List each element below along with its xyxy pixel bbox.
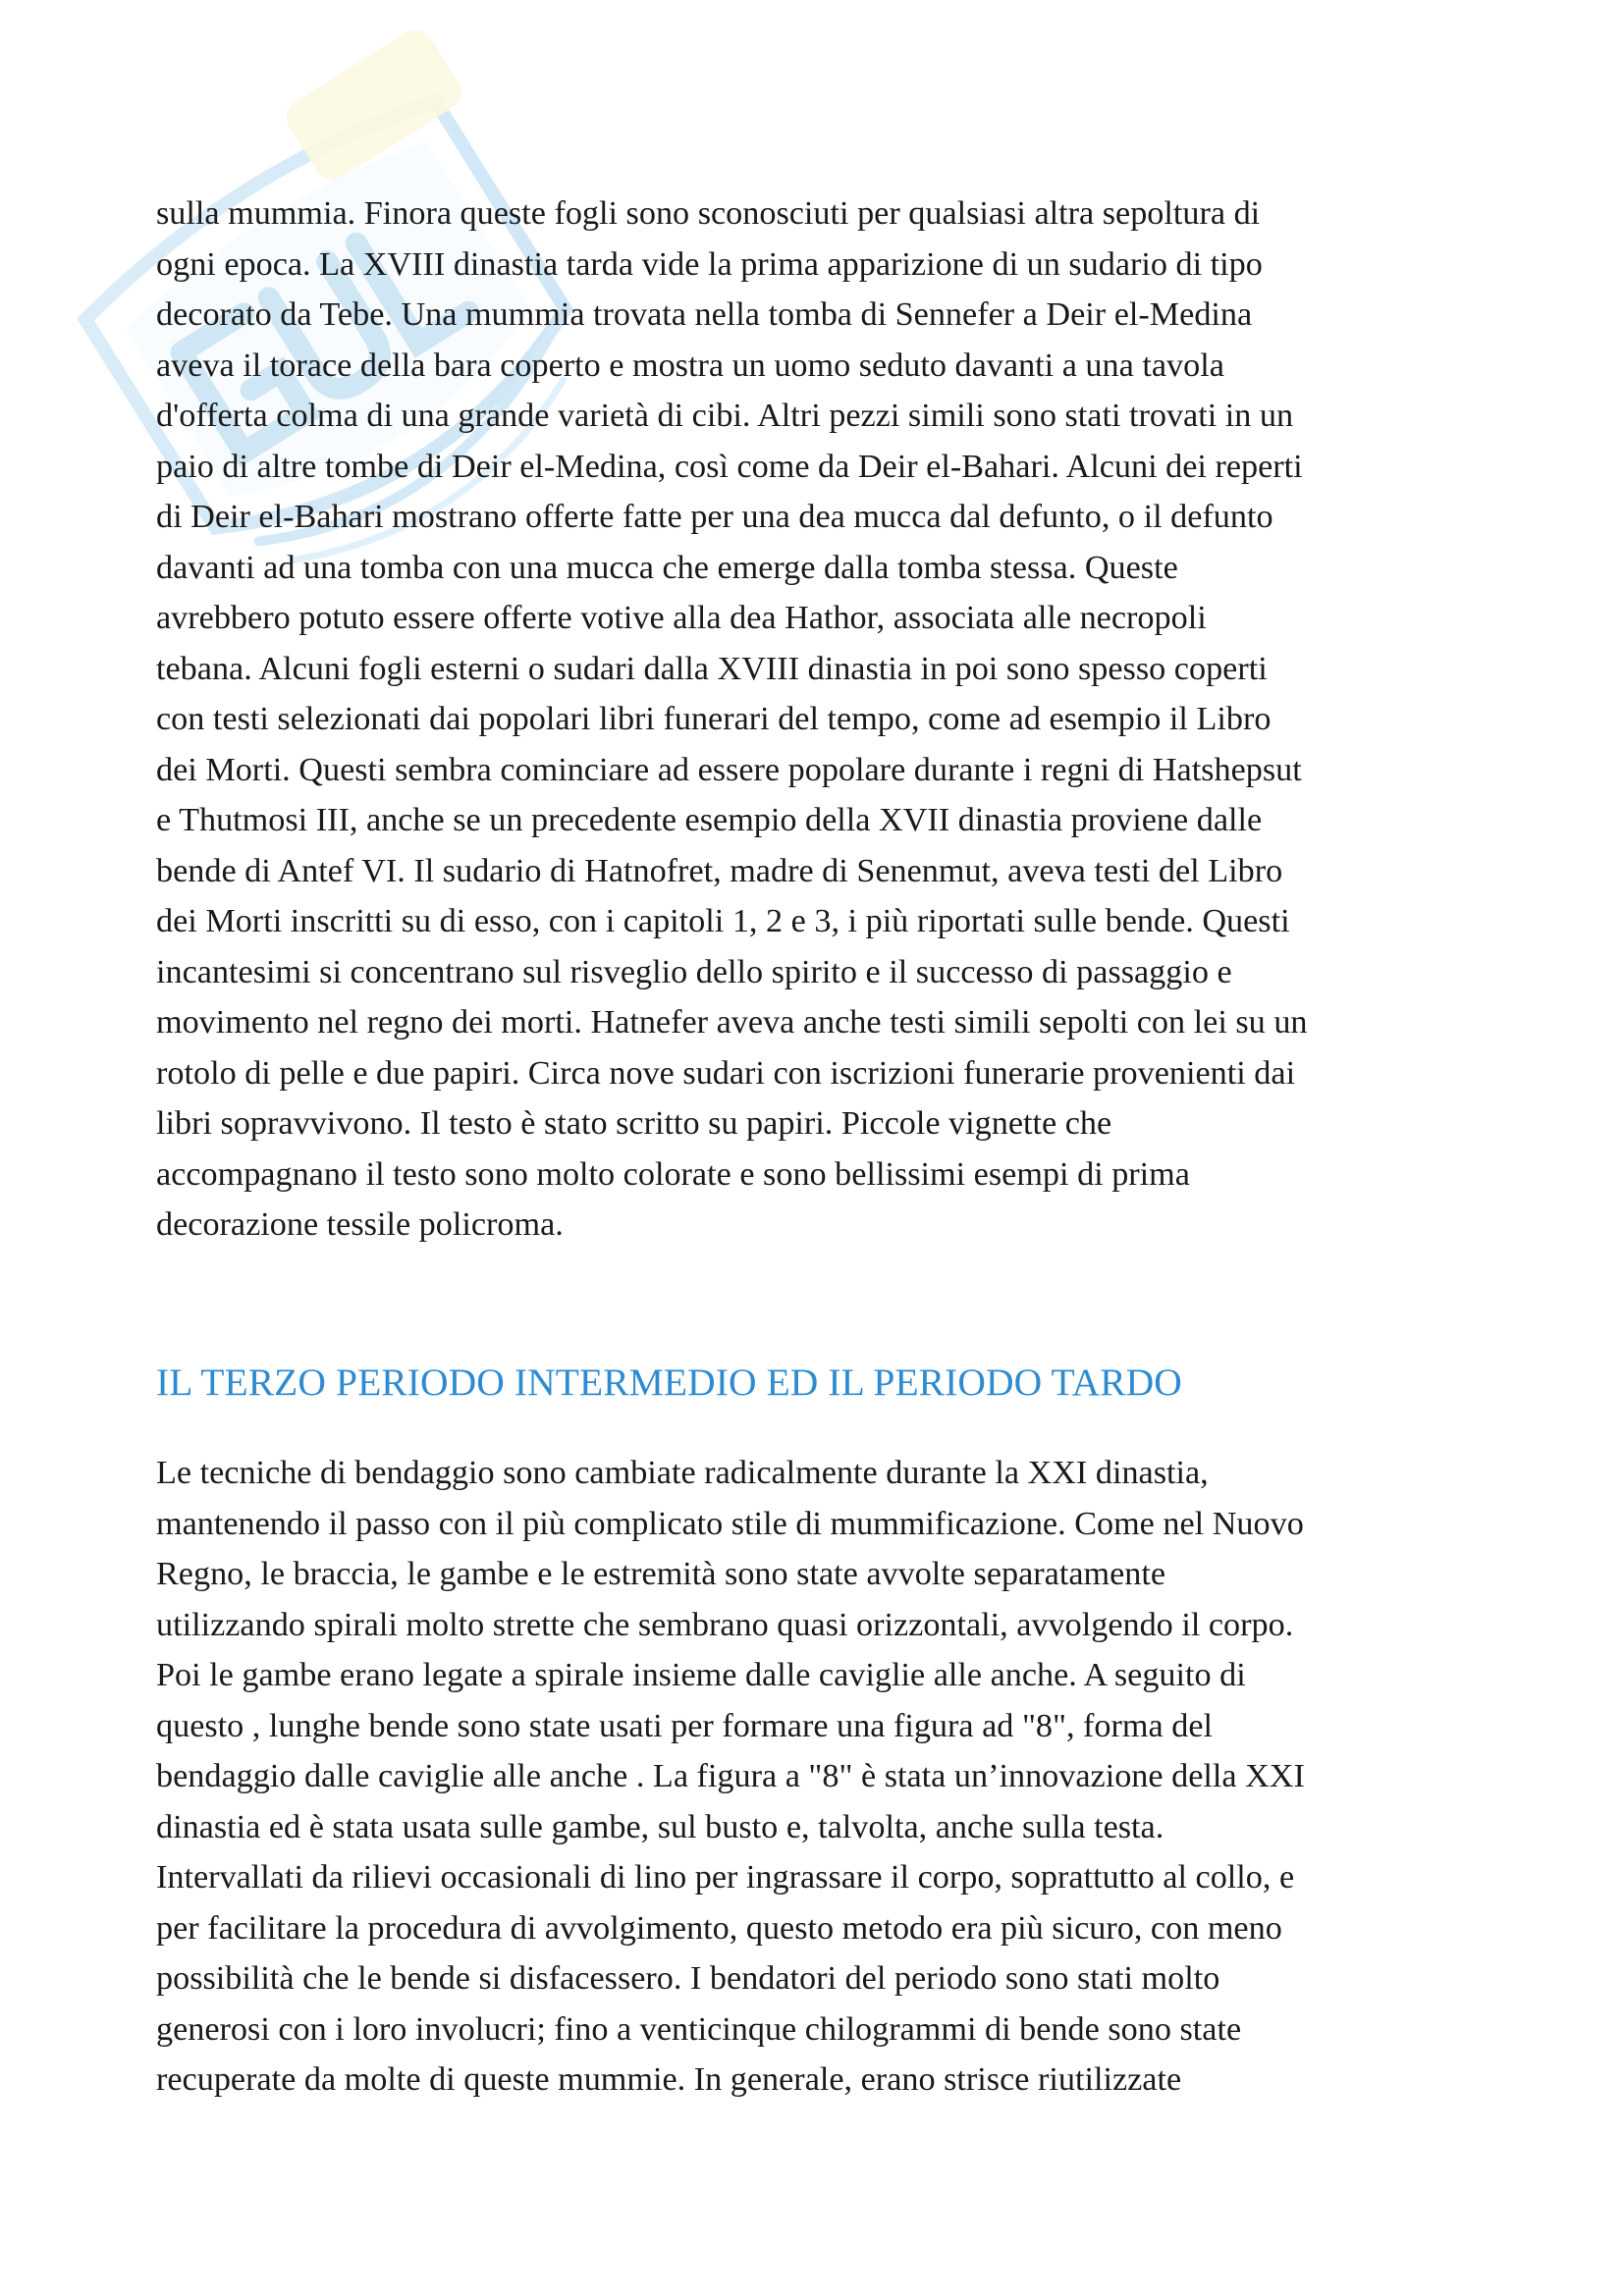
paragraph-body-1 [156, 188, 1477, 1251]
document-page [156, 188, 1477, 2098]
text-line: davanti ad una tomba con una mucca che emerge dalla tomba stessa. Queste [156, 549, 1178, 586]
text-line: dei Morti inscritti su di esso, con i capitoli 1, 2 e 3, i più riportati sulle bende. Questi [156, 903, 1290, 939]
text-line: Regno, le braccia, le gambe e le estremità sono state avvolte separatamente [156, 1556, 1166, 1592]
text-line: avrebbero potuto essere offerte votive alla dea Hathor, associata alle necropoli [156, 600, 1207, 636]
text-line: di Deir el-Bahari mostrano offerte fatte per una dea mucca dal defunto, o il defunto [156, 499, 1273, 535]
text-line: bendaggio dalle caviglie alle anche . La figura a "8" è stata un’innovazione della XXI [156, 1758, 1305, 1794]
text-line: rotolo di pelle e due papiri. Circa nove sudari con iscrizioni funerarie provenienti dai [156, 1054, 1296, 1092]
text-line: mantenendo il passo con il più complicato stile di mummificazione. Come nel Nuovo [156, 1505, 1304, 1542]
text-line: accompagnano il testo sono molto colorate e sono bellissimi esempi di prima [156, 1155, 1190, 1193]
text-line: questo , lunghe bende sono state usati per formare una figura ad "8", forma del [156, 1707, 1213, 1744]
text-line: incantesimi si concentrano sul risveglio dello spirito e il successo di passaggio e [156, 953, 1232, 990]
text-line: generosi con i loro involucri; fino a venticinque chilogrammi di bende sono state [156, 2010, 1242, 2048]
text-line: utilizzando spirali molto strette che sembrano quasi orizzontali, avvolgendo il corpo. [156, 1606, 1294, 1643]
text-line: d'offerta colma di una grande varietà di cibi. Altri pezzi simili sono stati trovati in un [156, 398, 1294, 434]
text-line: movimento nel regno dei morti. Hatnefer aveva anche testi simili sepolti con lei su un [156, 1004, 1308, 1041]
text-line: e Thutmosi III, anche se un precedente esempio della XVII dinastia proviene dalle [156, 802, 1263, 838]
text-line: libri sopravvivono. Il testo è stato scritto su papiri. Piccole vignette che [156, 1105, 1112, 1142]
text-line: Le tecniche di bendaggio sono cambiate radicalmente durante la XXI dinastia, [156, 1455, 1209, 1491]
text-line: dei Morti. Questi sembra cominciare ad essere popolare durante i regni di Hatshepsut [156, 751, 1302, 788]
text-line: possibilità che le bende si disfacessero. I bendatori del periodo sono stati molto [156, 1960, 1220, 1997]
text-line: con testi selezionati dai popolari libri funerari del tempo, come ad esempio il Libro [156, 701, 1272, 737]
text-line: bende di Antef VI. Il sudario di Hatnofret, madre di Senenmut, aveva testi del Libro [156, 852, 1283, 889]
text-line: dinastia ed è stata usata sulle gambe, sul busto e, talvolta, anche sulla testa. [156, 1808, 1164, 1845]
text-line: decorazione tessile policroma. [156, 1206, 564, 1243]
paragraph-body-2 [156, 1448, 1305, 2106]
text-line: Poi le gambe erano legate a spirale insieme dalle caviglie alle anche. A seguito di [156, 1657, 1246, 1693]
text-line: paio di altre tombe di Deir el-Medina, così come da Deir el-Bahari. Alcuni dei reperti [156, 448, 1303, 485]
text-line: per facilitare la procedura di avvolgimento, questo metodo era più sicuro, con meno [156, 1909, 1282, 1947]
text-line: ogni epoca. La XVIII dinastia tarda vide la prima apparizione di un sudario di tipo [156, 245, 1263, 283]
text-line: aveva il torace della bara coperto e mostra un uomo seduto davanti a una tavola [156, 347, 1224, 384]
text-line: tebana. Alcuni fogli esterni o sudari dalla XVIII dinastia in poi sono spesso coperti [156, 650, 1268, 687]
text-line: recuperate da molte di queste mummie. In generale, erano strisce riutilizzate [156, 2061, 1182, 2098]
text-line: decorato da Tebe. Una mummia trovata nella tomba di Sennefer a Deir el-Medina [156, 296, 1253, 333]
text-line: Intervallati da rilievi occasionali di lino per ingrassare il corpo, soprattutto al collo, e [156, 1859, 1295, 1896]
section-heading: IL TERZO PERIODO INTERMEDIO ED IL PERIODO TARDO [156, 1361, 1182, 1404]
text-line: sulla mummia. Finora queste fogli sono sconosciuti per qualsiasi altra sepoltura di [156, 195, 1261, 232]
